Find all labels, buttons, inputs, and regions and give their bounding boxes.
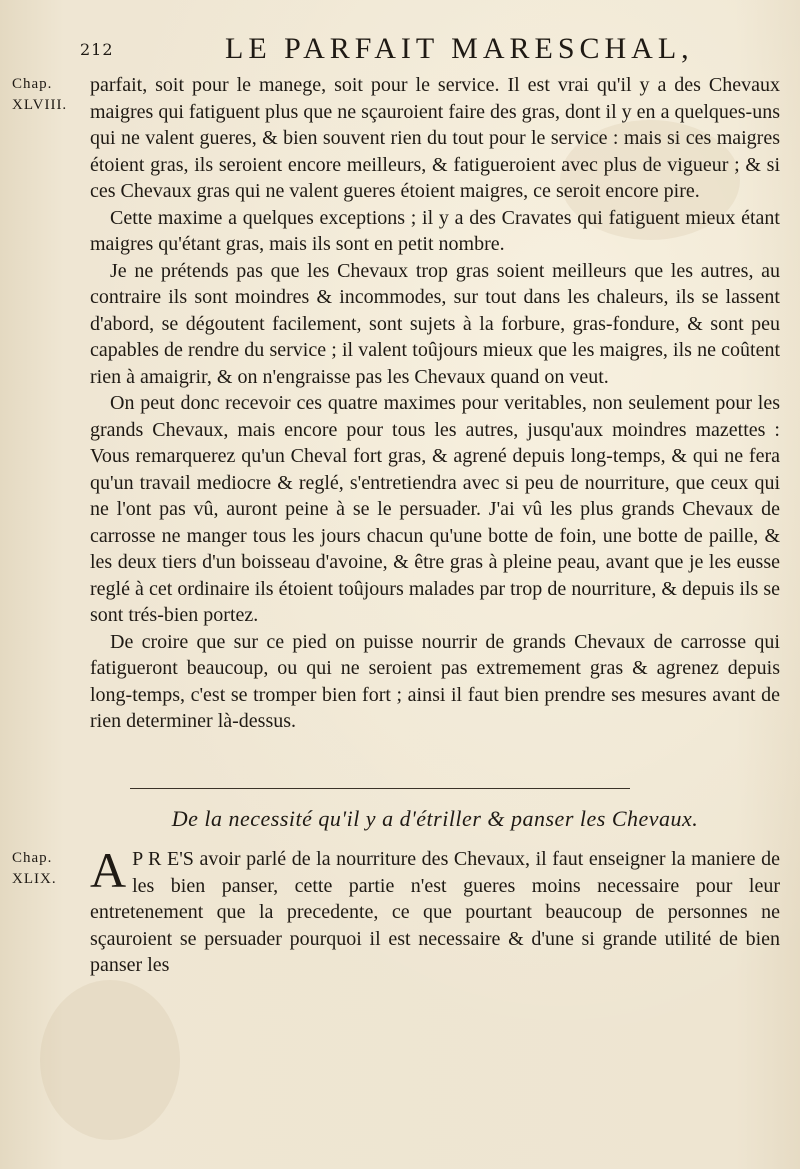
paragraph: parfait, soit pour le manege, soit pour le service. Il est vrai qu'il y a des Chevaux maigres qui fatiguent plus que ne sçauroient faire des gras, dont il y en a quelques-uns qui ne valent gueres, & bien souvent rien du tout pour le service : mais si ces maigres étoient gras, ils seroient encore meilleurs, & fatigueroient avec plus de vigueur ; & si ces Chevaux gras qui ne valent gueres étoient maigres, ce seroit encore pire.	[90, 74, 780, 202]
page-header	[50, 30, 770, 70]
paragraph: De croire que sur ce pied on puisse nourrir de grands Chevaux de carrosse qui fatigueront beaucoup, ou qui ne seroient pas extremement gras & agrenez depuis long-temps, c'est se tromper bien fort ; ainsi il faut bien prendre ses mesures avant de rien determiner là-dessus.	[90, 630, 780, 732]
running-title: LE PARFAIT MARESCHAL,	[225, 32, 694, 65]
chapter-number: XLVIII.	[12, 97, 68, 113]
paragraph-text: P R E'S avoir parlé de la nourriture des Chevaux, il faut enseigner la maniere de les bien panser, cette partie n'est gueres moins necessaire pour leur entretenement que la precedente, ce que pourtant beaucoup de personnes ne sçauroient se persuader pourquoi il est necessaire & d'une si grande utilité de bien panser les	[90, 848, 780, 976]
paragraph: On peut donc recevoir ces quatre maximes pour veritables, non seulement pour les grands Chevaux, mais encore pour tous les autres, jusqu'aux moindres mazettes : Vous remarquerez qu'un Cheval fort gras, & agrené depuis long-temps, & qui ne fera qu'un travail mediocre & reglé, s'entretiendra avec si peu de nourriture, que ceux qui ne l'ont pas vû, auront peine à se le persuader. J'ai vû les plus grands Chevaux de carrosse ne manger tous les jours chacun qu'une botte de foin, une botte de paille, & les deux tiers d'un boisseau d'avoine, & être gras à pleine peau, avant que je les eusse reglé à cet ordinaire ils étoient toûjours malades par trop de nourriture, & depuis ils se sont trés-bien portez.	[90, 392, 780, 626]
paragraph	[90, 842, 780, 979]
chapter-48-text	[90, 72, 780, 735]
chapter-number: XLIX.	[12, 871, 57, 887]
section-divider	[130, 788, 630, 789]
page-number: 212	[80, 40, 114, 59]
section-heading: De la necessité qu'il y a d'étriller & panser les Chevaux.	[171, 806, 699, 831]
chapter-label: Chap.	[12, 76, 53, 92]
paragraph: Je ne prétends pas que les Chevaux trop gras soient meilleurs que les autres, au contraire ils sont moindres & incommodes, sur tout dans les chaleurs, ils se lassent d'abord, se dégoutent facilement, sont sujets à la forbure, gras-fondure, & sont peu capables de rendre du service ; il valent toûjours mieux que les maigres, ils ne coûtent rien à amaigrir, & on n'engraisse pas les Chevaux quand on veut.	[90, 259, 780, 388]
chapter-label: Chap.	[12, 850, 53, 866]
paragraph: Cette maxime a quelques exceptions ; il y a des Cravates qui fatiguent mieux étant maigres qu'étant gras, mais ils sont en petit nombre.	[90, 206, 780, 255]
chapter-49-text	[90, 842, 780, 979]
chapter-48-marker	[12, 74, 72, 116]
drop-capital: A	[90, 842, 127, 898]
chapter-49-marker	[12, 848, 72, 890]
paper-stain	[40, 980, 180, 1140]
